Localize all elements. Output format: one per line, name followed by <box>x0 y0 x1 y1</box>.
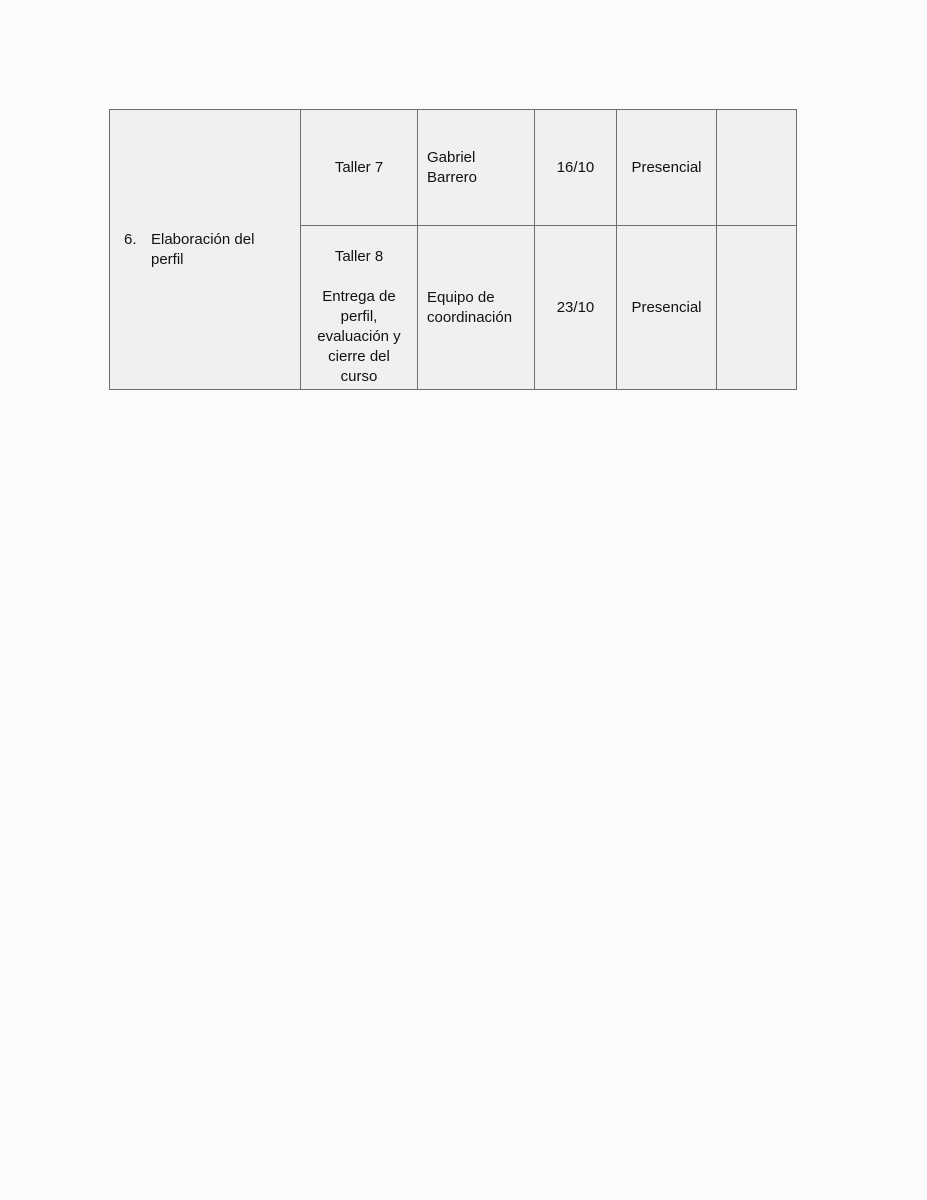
session-date: 16/10 <box>556 158 595 176</box>
taller-label: Taller 8 <box>334 248 384 265</box>
responsible-name: Equipo de coordinación <box>427 288 513 326</box>
schedule-table <box>109 109 797 390</box>
taller-label: Taller 7 <box>334 158 384 176</box>
taller-description: Entrega de perfil, evaluación y cierre del curso <box>317 288 401 385</box>
responsible-cell <box>418 110 535 226</box>
extra-cell <box>717 110 797 226</box>
taller-cell <box>301 226 418 390</box>
responsible-name: Gabriel Barrero <box>427 148 478 186</box>
module-number: 6. <box>124 230 137 248</box>
taller-cell <box>301 110 418 226</box>
date-cell <box>535 110 617 226</box>
module-cell <box>110 110 301 390</box>
modality-cell <box>617 110 717 226</box>
table-row <box>110 110 797 226</box>
responsible-cell <box>418 226 535 390</box>
extra-cell <box>717 226 797 390</box>
modality-cell <box>617 226 717 390</box>
session-modality: Presencial <box>631 298 702 316</box>
date-cell <box>535 226 617 390</box>
session-modality: Presencial <box>631 158 702 176</box>
session-date: 23/10 <box>556 298 595 316</box>
module-title: Elaboración del perfil <box>151 230 255 268</box>
